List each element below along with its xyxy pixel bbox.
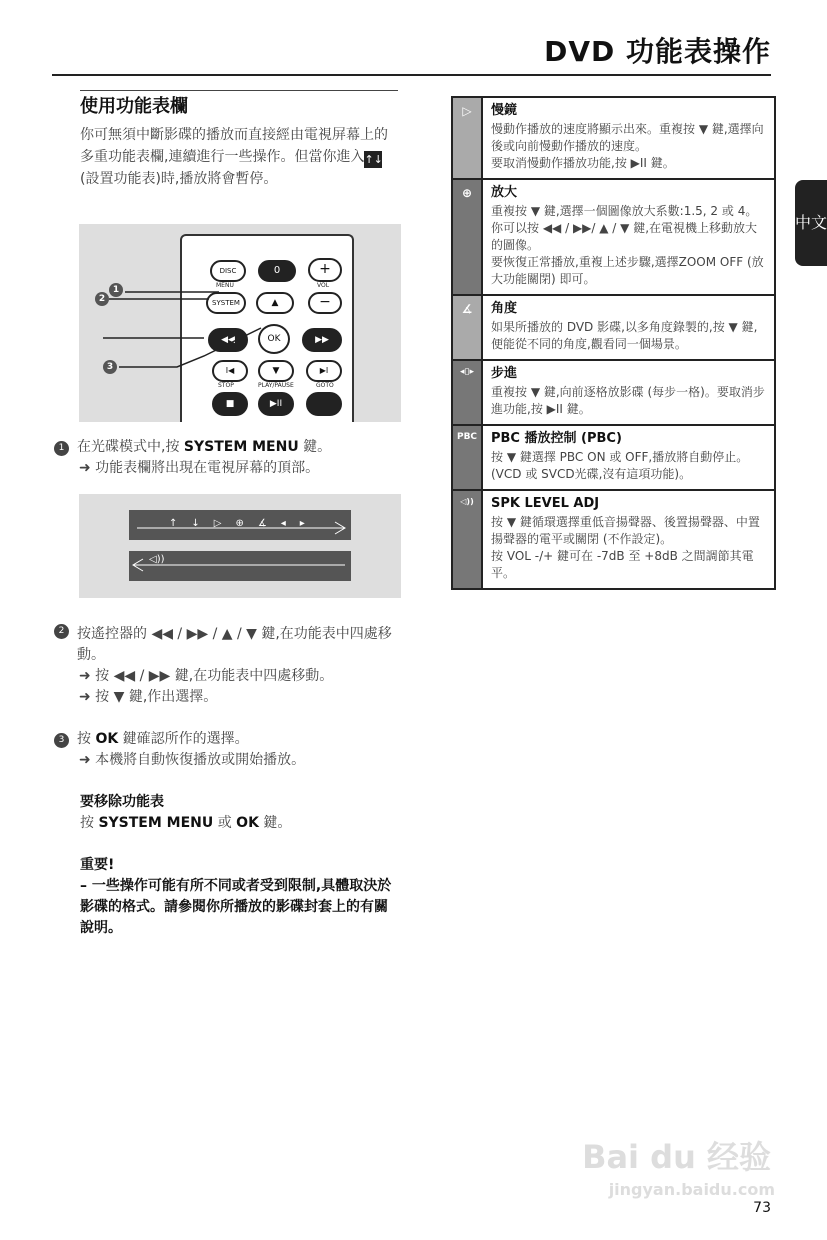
section-heading: 使用功能表欄	[80, 96, 188, 117]
table-row	[453, 491, 774, 590]
row-title: PBC 播放控制 (PBC)	[491, 431, 622, 446]
rewind-button: ◀◀	[208, 328, 248, 352]
row-text: 如果所播放的 DVD 影碟,以多角度錄製的,按 ▼ 鍵,便能從不同的角度,觀看同一個場景。	[491, 320, 758, 351]
step-1-number: 1	[54, 441, 69, 456]
step-1	[54, 437, 400, 479]
language-tab-label: 中文	[795, 213, 827, 232]
fast-forward-button: ▶▶	[302, 328, 342, 352]
page-title: DVD 功能表操作	[544, 35, 771, 68]
row-title: SPK LEVEL ADJ	[491, 496, 600, 511]
step-2-text: 按遙控器的 ◀◀ / ▶▶ / ▲ / ▼ 鍵,在功能表中四處移動。	[77, 626, 392, 663]
osd-menu-bar	[129, 510, 351, 540]
page-number: 73	[753, 1200, 771, 1216]
row-title: 步進	[491, 366, 518, 381]
row-text: 重複按 ▼ 鍵,向前逐格放影碟 (每步一格)。要取消步進功能,按 ▶II 鍵。	[491, 385, 765, 416]
table-row	[453, 296, 774, 361]
table-row	[453, 180, 774, 296]
step-1-text-end: 鍵。	[298, 439, 332, 455]
system-menu-key: SYSTEM MENU	[183, 439, 299, 455]
stop-label: STOP	[218, 382, 234, 389]
remote-illustration	[79, 224, 401, 422]
volume-up-button: +	[308, 258, 342, 282]
watermark-url: jingyan.baidu.com	[608, 1180, 775, 1199]
section-rule	[80, 90, 398, 91]
volume-down-button: −	[308, 292, 342, 314]
step-3-number: 3	[54, 733, 69, 748]
down-button: ▼	[258, 360, 294, 382]
angle-icon: ∡	[453, 296, 481, 359]
step-2-result-2: ➜ 按 ▼ 鍵,作出選擇。	[79, 689, 218, 705]
disc-button: DISC	[210, 260, 246, 282]
intro-text-1: 你可無須中斷影碟的播放而直接經由電視屏幕上的多重功能表欄,連續進行一些操作。但當你進入	[80, 127, 388, 165]
slow-motion-icon: ▷	[453, 98, 481, 178]
step-3-text-end: 鍵確認所作的選擇。	[118, 731, 249, 747]
row-text: 重複按 ▼ 鍵,選擇一個圖像放大系數:1.5, 2 或 4。你可以按 ◀◀ / ▶▶/ ▲ / ▼ 鍵,在電視機上移動放大的圖像。	[491, 204, 758, 252]
osd-submenu-bar	[129, 551, 351, 581]
remove-menu-heading: 要移除功能表	[80, 794, 164, 810]
row-text: 按 VOL -/+ 鍵可在 -7dB 至 +8dB 之間調節其電平。	[491, 549, 754, 580]
table-row	[453, 426, 774, 491]
zoom-icon: ⊕	[453, 180, 481, 294]
step-2-number: 2	[54, 624, 69, 639]
language-tab	[795, 180, 827, 266]
play-pause-button: ▶II	[258, 392, 294, 416]
goto-label: GOTO	[316, 382, 334, 389]
callout-3: 3	[103, 360, 117, 374]
next-button: ▶I	[306, 360, 342, 382]
callout-1: 1	[109, 283, 123, 297]
step-1-result: ➜ 功能表欄將出現在電視屏幕的頂部。	[79, 460, 320, 476]
ok-button: OK	[258, 324, 290, 354]
step-3	[54, 729, 400, 771]
ok-key: OK	[95, 731, 119, 747]
menu-label: MENU	[216, 282, 234, 289]
title-rule	[52, 74, 771, 76]
step-3-result: ➜ 本機將自動恢復播放或開始播放。	[79, 752, 306, 768]
speaker-icon: ◁))	[453, 491, 481, 588]
row-text: 慢動作播放的速度將顯示出來。重複按 ▼ 鍵,選擇向後或向前慢動作播放的速度。	[491, 122, 764, 153]
table-row	[453, 98, 774, 180]
step-icon: ◂▯▸	[453, 361, 481, 424]
step-3-text: 按	[77, 731, 96, 747]
zero-button: 0	[258, 260, 296, 282]
row-title: 慢鏡	[491, 103, 518, 118]
important-note	[80, 855, 398, 939]
row-text: 要取消慢動作播放功能,按 ▶II 鍵。	[491, 156, 675, 170]
step-2	[54, 624, 400, 708]
osd-speaker-icon: ◁))	[149, 554, 165, 565]
remove-text-a: 按	[80, 815, 99, 831]
pbc-icon: PBC	[453, 426, 481, 489]
callout-2: 2	[95, 292, 109, 306]
intro-text-2: (設置功能表)時,播放將會暫停。	[80, 171, 278, 187]
intro-paragraph	[80, 124, 398, 190]
previous-button: I◀	[212, 360, 248, 382]
remove-text-c: 鍵。	[258, 815, 292, 831]
step-2-result-1: ➜ 按 ◀◀ / ▶▶ 鍵,在功能表中四處移動。	[79, 668, 334, 684]
row-text: 要恢復正常播放,重複上述步驟,選擇ZOOM OFF (放大功能關閉) 即可。	[491, 255, 764, 286]
osd-illustration	[79, 494, 401, 598]
important-heading: 重要!	[80, 857, 115, 873]
setup-menu-icon: ↑↓	[364, 153, 383, 166]
important-text: – 一些操作可能有所不同或者受到限制,具體取決於影碟的格式。請參閱你所播放的影碟封套上的有關說明。	[80, 878, 392, 936]
callout-lines	[79, 224, 401, 422]
function-table	[451, 96, 776, 590]
system-button: SYSTEM	[206, 292, 246, 314]
osd-menu-icons: ↑↓▷⊕∡◂▸	[169, 518, 319, 529]
vol-label: VOL	[317, 282, 330, 289]
row-text: 按 ▼ 鍵循環選擇重低音揚聲器、後置揚聲器、中置揚聲器的電平或關閉 (不作設定)。	[491, 515, 760, 546]
table-row	[453, 361, 774, 426]
watermark-logo: Bai du 经验	[582, 1138, 771, 1176]
row-title: 角度	[491, 301, 518, 316]
step-1-text: 在光碟模式中,按	[77, 439, 184, 455]
remove-text-b: 或	[213, 815, 237, 831]
remove-menu-note	[80, 792, 400, 834]
remove-key-1: SYSTEM MENU	[98, 815, 214, 831]
remove-key-2: OK	[236, 815, 259, 831]
row-title: 放大	[491, 185, 518, 200]
stop-button: ■	[212, 392, 248, 416]
up-button: ▲	[256, 292, 294, 314]
row-text: 按 ▼ 鍵選擇 PBC ON 或 OFF,播放將自動停止。(VCD 或 SVCD光碟,沒有這項功能)。	[491, 450, 749, 481]
play-pause-label: PLAY/PAUSE	[258, 382, 294, 389]
